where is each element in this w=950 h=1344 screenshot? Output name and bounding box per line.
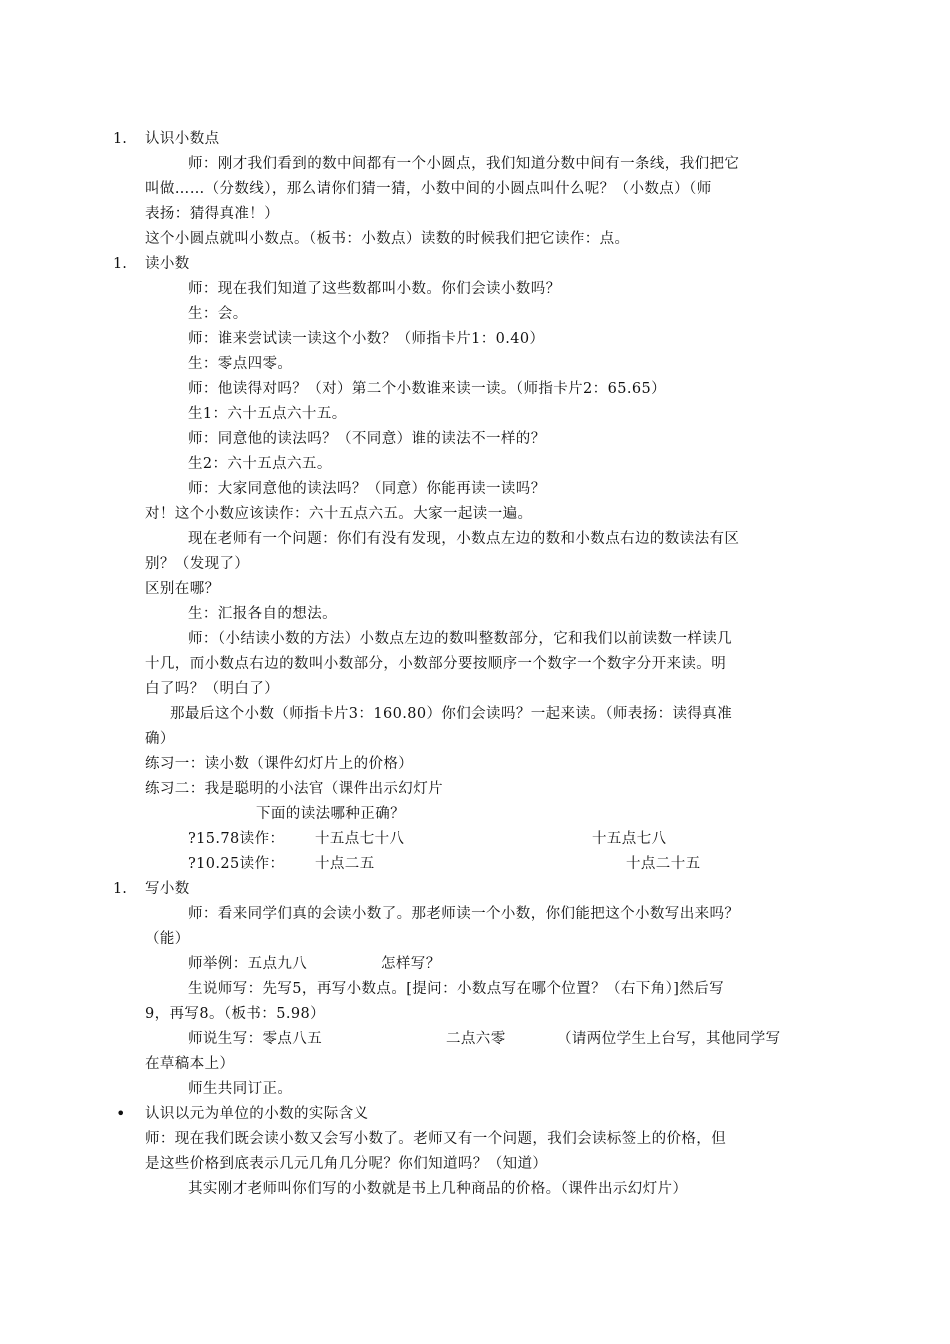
exercise-option-b: 十五点七八 bbox=[592, 831, 667, 847]
paragraph-line: 9，再写8。（板书：5.98） bbox=[145, 1006, 325, 1022]
paragraph-line: 现在老师有一个问题：你们有没有发现，小数点左边的数和小数点右边的数读法有区 bbox=[188, 531, 740, 547]
dialogue-line: 生：零点四零。 bbox=[188, 356, 293, 372]
exercise-option-b: 十点二十五 bbox=[626, 856, 701, 872]
dialogue-line: 师：同意他的读法吗？（不同意）谁的读法不一样的？ bbox=[188, 431, 546, 447]
paragraph-line: 这个小圆点就叫小数点。（板书：小数点）读数的时候我们把它读作：点。 bbox=[145, 231, 630, 247]
exercise-option-a: 十五点七十八 bbox=[315, 831, 405, 847]
paragraph-line: 师生共同订正。 bbox=[188, 1081, 293, 1097]
dialogue-line: 师：大家同意他的读法吗？（同意）你能再读一读吗？ bbox=[188, 481, 546, 497]
paragraph-line: 是这些价格到底表示几元几角几分呢？你们知道吗？（知道） bbox=[145, 1156, 548, 1172]
section-1-number: 1. bbox=[113, 131, 127, 147]
paragraph-line: 表扬：猜得真准！） bbox=[145, 206, 280, 222]
paragraph-line: 十几，而小数点右边的数叫小数部分，小数部分要按顺序一个数字一个数字分开来读。明 bbox=[145, 656, 727, 672]
paragraph-line: 区别在哪？ bbox=[145, 581, 220, 597]
paragraph-line: 二点六零 bbox=[446, 1031, 506, 1047]
section-3-number: 1. bbox=[113, 881, 127, 897]
dialogue-line: 师：现在我们知道了这些数都叫小数。你们会读小数吗？ bbox=[188, 281, 561, 297]
paragraph-line: （请两位学生上台写，其他同学写 bbox=[557, 1031, 781, 1047]
paragraph-line: 在草稿本上） bbox=[145, 1056, 235, 1072]
paragraph-line: 师：现在我们既会读小数又会写小数了。老师又有一个问题，我们会读标签上的价格，但 bbox=[145, 1131, 727, 1147]
paragraph-line: 师：（小结读小数的方法）小数点左边的数叫整数部分，它和我们以前读数一样读几 bbox=[188, 631, 733, 647]
paragraph-line: 确） bbox=[145, 731, 175, 747]
paragraph-line: 师举例：五点九八 bbox=[188, 956, 308, 972]
paragraph-line: 师：刚才我们看到的数中间都有一个小圆点，我们知道分数中间有一条线，我们把它 bbox=[188, 156, 740, 172]
paragraph-line: 怎样写？ bbox=[381, 956, 441, 972]
exercise-question: 下面的读法哪种正确？ bbox=[256, 806, 405, 822]
exercise-item-label: ?15.78读作： bbox=[188, 831, 285, 847]
exercise-line: 练习一：读小数（课件幻灯片上的价格） bbox=[145, 756, 414, 772]
section-4-bullet: • bbox=[116, 1104, 126, 1123]
paragraph-line: 师说生写：零点八五 bbox=[188, 1031, 323, 1047]
paragraph-line: 师：看来同学们真的会读小数了。那老师读一个小数，你们能把这个小数写出来吗？ bbox=[188, 906, 740, 922]
dialogue-line: 师：他读得对吗？（对）第二个小数谁来读一读。（师指卡片2：65.65） bbox=[188, 381, 666, 397]
exercise-line: 练习二：我是聪明的小法官（课件出示幻灯片 bbox=[145, 781, 443, 797]
dialogue-line: 生：汇报各自的想法。 bbox=[188, 606, 337, 622]
dialogue-line: 生：会。 bbox=[188, 306, 248, 322]
section-3-title: 写小数 bbox=[145, 881, 190, 897]
dialogue-line: 生2：六十五点六五。 bbox=[188, 456, 332, 472]
paragraph-line: 生说师写：先写5，再写小数点。[提问：小数点写在哪个位置？（右下角）]然后写 bbox=[188, 981, 724, 997]
exercise-option-a: 十点二五 bbox=[315, 856, 375, 872]
dialogue-line: 对！这个小数应该读作：六十五点六五。大家一起读一遍。 bbox=[145, 506, 533, 522]
paragraph-line: （能） bbox=[145, 931, 190, 947]
paragraph-line: 白了吗？（明白了） bbox=[145, 681, 280, 697]
paragraph-line: 别？（发现了） bbox=[145, 556, 250, 572]
section-2-title: 读小数 bbox=[145, 256, 190, 272]
section-1-title: 认识小数点 bbox=[145, 131, 220, 147]
paragraph-line: 其实刚才老师叫你们写的小数就是书上几种商品的价格。（课件出示幻灯片） bbox=[188, 1181, 688, 1197]
dialogue-line: 师：谁来尝试读一读这个小数？（师指卡片1：0.40） bbox=[188, 331, 545, 347]
section-2-number: 1. bbox=[113, 256, 127, 272]
dialogue-line: 生1：六十五点六十五。 bbox=[188, 406, 347, 422]
exercise-item-label: ?10.25读作： bbox=[188, 856, 285, 872]
paragraph-line: 那最后这个小数（师指卡片3：160.80）你们会读吗？一起来读。（师表扬：读得真准 bbox=[170, 706, 733, 722]
section-4-title: 认识以元为单位的小数的实际含义 bbox=[145, 1106, 369, 1122]
paragraph-line: 叫做……（分数线），那么请你们猜一猜，小数中间的小圆点叫什么呢？（小数点）（师 bbox=[145, 181, 712, 197]
